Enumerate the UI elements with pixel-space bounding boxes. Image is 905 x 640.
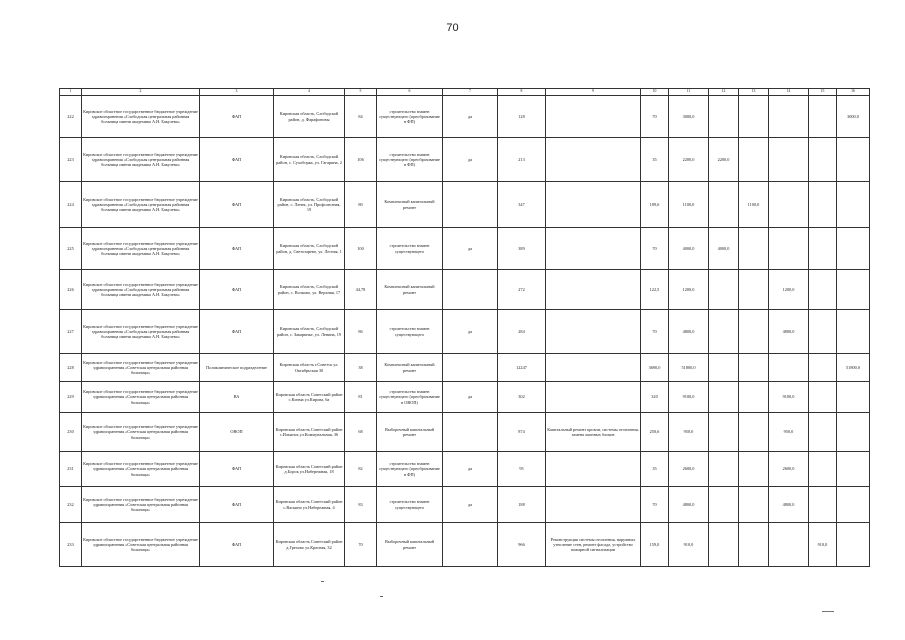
table-cell (769, 182, 809, 228)
table-cell (837, 270, 870, 310)
table-cell: Кировское областное государственное бюджетное учреждение здравоохранения «Слободская центральная районная больница имени академика А.Н. Бакулева» (82, 310, 200, 354)
table-cell: 3000,0 (837, 96, 870, 138)
table-cell: 222 (60, 96, 82, 138)
table-cell (837, 413, 870, 452)
header-cell: 10 (641, 89, 669, 96)
table-cell: 70 (641, 228, 669, 270)
table-cell: 910,0 (809, 523, 837, 567)
table-cell: 966 (498, 523, 546, 567)
table-cell: Кировская область Советский район с.Васкино ул.Набережная, 4 (274, 487, 345, 523)
program-table (59, 88, 870, 567)
header-cell: 16 (837, 89, 870, 96)
table-cell (739, 310, 769, 354)
table-row (60, 182, 870, 228)
table-cell: Кировское областное государственное бюджетное учреждение здравоохранения «Советская центральная районная больница» (82, 382, 200, 413)
table-cell: Поликлиническое подразделение (200, 354, 274, 382)
table-cell: строительство взамен существующего (преобразование в ФП) (377, 138, 443, 182)
table-cell: 1200,0 (669, 270, 709, 310)
table-cell (837, 228, 870, 270)
table-cell: 70 (641, 487, 669, 523)
table-cell (837, 382, 870, 413)
table-cell: ФАП (200, 310, 274, 354)
table-cell: 80 (345, 182, 377, 228)
table-cell (809, 354, 837, 382)
table-cell: 233 (60, 523, 82, 567)
table-body (60, 89, 870, 567)
table-cell: Кировская область Советский район с.Ильинск ул.Коммунальная, 36 (274, 413, 345, 452)
table-cell: 9100,0 (769, 382, 809, 413)
table-cell (546, 138, 641, 182)
table-cell: строительство взамен существующего (преобразование в ОВОП) (377, 382, 443, 413)
table-cell: 100 (345, 228, 377, 270)
table-cell (443, 523, 498, 567)
table-cell: Выборочный капитальный ремонт (377, 413, 443, 452)
header-cell: 7 (443, 89, 498, 96)
table-cell: 106 (345, 138, 377, 182)
table-cell (546, 452, 641, 487)
table-cell: 188 (498, 487, 546, 523)
table-cell: 389 (498, 228, 546, 270)
table-row (60, 487, 870, 523)
table-cell: 84 (345, 96, 377, 138)
table-cell (709, 382, 739, 413)
table-cell: 95 (498, 452, 546, 487)
table-cell: 9100,0 (669, 382, 709, 413)
table-cell: да (443, 138, 498, 182)
table-cell: Кировская область, Слободской район, с. Волково, ул. Верхняя, 17 (274, 270, 345, 310)
header-cell: 12 (709, 89, 739, 96)
table-cell (443, 354, 498, 382)
table-row (60, 228, 870, 270)
table-cell (809, 270, 837, 310)
table-cell: Кировское областное государственное бюджетное учреждение здравоохранения «Советская центральная районная больница» (82, 487, 200, 523)
table-cell: да (443, 310, 498, 354)
table-cell: 70 (641, 96, 669, 138)
table-cell: ФАП (200, 228, 274, 270)
table-cell: 950,0 (669, 413, 709, 452)
table-cell: 231 (60, 452, 82, 487)
table-cell: 3000,0 (669, 96, 709, 138)
table-cell: Комплексный капитальный ремонт (377, 354, 443, 382)
table-cell: да (443, 228, 498, 270)
header-cell: 15 (809, 89, 837, 96)
table-cell (709, 354, 739, 382)
table-cell: Кировское областное государственное бюджетное учреждение здравоохранения «Слободская центральная районная больница имени академика А.Н. Бакулева» (82, 182, 200, 228)
table-cell: Кировское областное государственное бюджетное учреждение здравоохранения «Советская центральная районная больница» (82, 452, 200, 487)
table-cell: 4800,0 (769, 310, 809, 354)
header-cell: 3 (200, 89, 274, 96)
table-cell: да (443, 382, 498, 413)
table-cell (739, 487, 769, 523)
table-cell: да (443, 487, 498, 523)
page-number: 70 (446, 22, 459, 34)
table-cell: Кировская область, Слободской район, д. Фарафоновы (274, 96, 345, 138)
table-cell (546, 228, 641, 270)
table-cell: ОВОП (200, 413, 274, 452)
table-cell: 272 (498, 270, 546, 310)
table-cell: Кировская область Советский район д.Грехово ул.Красная, 32 (274, 523, 345, 567)
table-cell: 35 (641, 452, 669, 487)
header-cell: 2 (82, 89, 200, 96)
table-cell (809, 138, 837, 182)
table-cell: 1100,0 (669, 182, 709, 228)
header-row (60, 89, 870, 96)
table-cell (809, 413, 837, 452)
table-row (60, 310, 870, 354)
table-cell: 874 (498, 413, 546, 452)
table-cell (837, 310, 870, 354)
table-cell: строительство взамен существующего (377, 228, 443, 270)
table-cell (739, 96, 769, 138)
table-cell: 4000,0 (709, 228, 739, 270)
table-cell: Кировская область, Слободской район, с. Ленек, ул. Профсоюзная, 19 (274, 182, 345, 228)
table-cell (837, 487, 870, 523)
table-cell: 223 (60, 138, 82, 182)
table-cell (546, 382, 641, 413)
header-cell: 14 (769, 89, 809, 96)
table-cell: 302 (498, 382, 546, 413)
table-cell: Комплексный капитальный ремонт (377, 270, 443, 310)
table-cell: 347 (498, 182, 546, 228)
table-cell (809, 96, 837, 138)
table-cell (739, 354, 769, 382)
table-cell: 320 (641, 382, 669, 413)
table-cell: Кировская область г.Советск ул. Октябрьская 30 (274, 354, 345, 382)
table-row (60, 382, 870, 413)
table-cell: ФАП (200, 270, 274, 310)
table-cell (443, 413, 498, 452)
table-cell (739, 523, 769, 567)
table-cell (709, 452, 739, 487)
table-cell: 82 (345, 452, 377, 487)
table-cell: 128 (498, 96, 546, 138)
table-cell (769, 138, 809, 182)
table-cell (546, 270, 641, 310)
table-cell: Кировское областное государственное бюджетное учреждение здравоохранения «Слободская центральная районная больница имени академика А.Н. Бакулева» (82, 96, 200, 138)
table-cell: 229 (60, 382, 82, 413)
table-cell: ФАП (200, 96, 274, 138)
table-cell (443, 270, 498, 310)
table-cell (709, 310, 739, 354)
table-cell: 910,0 (669, 523, 709, 567)
table-cell (739, 413, 769, 452)
table-cell: 4800,0 (669, 310, 709, 354)
header-cell: 8 (498, 89, 546, 96)
table-cell: 159,0 (641, 523, 669, 567)
table-row (60, 452, 870, 487)
table-cell: 225 (60, 228, 82, 270)
table-cell (709, 182, 739, 228)
table-cell: 213 (498, 138, 546, 182)
table-cell: 51800,0 (837, 354, 870, 382)
table-cell: 12247 (498, 354, 546, 382)
table-cell (837, 452, 870, 487)
scan-mark (380, 596, 383, 597)
table-cell (546, 354, 641, 382)
table-cell (837, 523, 870, 567)
table-cell: Кировская область, Слободской район, с. Сухоборка, ул. Гагарина, 2 (274, 138, 345, 182)
table-cell: 4000,0 (669, 228, 709, 270)
scan-mark (321, 581, 324, 582)
table-cell: 189,6 (641, 182, 669, 228)
table-cell: 250,6 (641, 413, 669, 452)
table-cell (809, 228, 837, 270)
header-cell: 11 (669, 89, 709, 96)
table-cell: 44,78 (345, 270, 377, 310)
table-cell: ФАП (200, 182, 274, 228)
table-cell (739, 452, 769, 487)
table-cell: 1200,0 (769, 270, 809, 310)
table-cell: 227 (60, 310, 82, 354)
table-cell: 224 (60, 182, 82, 228)
table-cell: Комплексный капитальный ремонт (377, 182, 443, 228)
table-cell: Кировская область Советский район с.Кичма ул.Кирова, 6а (274, 382, 345, 413)
table-cell: ФАП (200, 487, 274, 523)
header-cell: 1 (60, 89, 82, 96)
table-cell: Выборочный капитальный ремонт (377, 523, 443, 567)
table-cell (837, 138, 870, 182)
table-cell: Кировское областное государственное бюджетное учреждение здравоохранения «Советская центральная районная больница» (82, 523, 200, 567)
table-cell (739, 382, 769, 413)
table-cell: 1100,0 (739, 182, 769, 228)
table-cell: Кировская область Советский район д.Борок ул.Набережная, 18 (274, 452, 345, 487)
table-cell: 70 (641, 310, 669, 354)
table-cell: 68 (345, 413, 377, 452)
table-cell: 83 (345, 487, 377, 523)
table-cell: 35 (641, 138, 669, 182)
table-cell: Кировское областное государственное бюджетное учреждение здравоохранения «Слободская центральная районная больница имени академика А.Н. Бакулева» (82, 138, 200, 182)
table-cell: 51800,0 (669, 354, 709, 382)
table-cell (769, 523, 809, 567)
table-row (60, 413, 870, 452)
table-cell (709, 96, 739, 138)
table-cell: Кировское областное государственное бюджетное учреждение здравоохранения «Слободская центральная районная больница имени академика А.Н. Бакулева» (82, 270, 200, 310)
table-cell: строительство взамен существующего (377, 487, 443, 523)
table-cell (709, 270, 739, 310)
table-cell (546, 182, 641, 228)
table-row (60, 354, 870, 382)
table-cell: ВА (200, 382, 274, 413)
table-cell: 86 (345, 310, 377, 354)
table-cell: строительство взамен существующего (преобразование в ФП) (377, 96, 443, 138)
table-cell: да (443, 452, 498, 487)
table-cell: 226 (60, 270, 82, 310)
table-cell: 2600,0 (669, 452, 709, 487)
table-cell: Кировское областное государственное бюджетное учреждение здравоохранения «Советская центральная районная больница» (82, 354, 200, 382)
table-cell (709, 523, 739, 567)
table-cell: 81 (345, 382, 377, 413)
table-cell (739, 270, 769, 310)
table-cell (809, 487, 837, 523)
table-cell (546, 96, 641, 138)
table-cell (443, 182, 498, 228)
table-cell (709, 487, 739, 523)
table-cell: Кировская область, Слободской район, с. Закаринье, ул. Ленина, 19 (274, 310, 345, 354)
table-cell: Кировская область, Слободской район, д. Светозарево, ул. Лесная, 1 (274, 228, 345, 270)
table-cell: 3690,0 (641, 354, 669, 382)
table-cell: ФАП (200, 523, 274, 567)
table-cell (546, 310, 641, 354)
table-cell: Капитальный ремонт кровли, системы отопления, замена оконных блоков (546, 413, 641, 452)
table-cell: 38 (345, 354, 377, 382)
table-cell (809, 382, 837, 413)
table-cell: 232 (60, 487, 82, 523)
table-cell: 230 (60, 413, 82, 452)
table-cell: Кировское областное государственное бюджетное учреждение здравоохранения «Советская центральная районная больница» (82, 413, 200, 452)
table-cell: ФАП (200, 138, 274, 182)
table-cell (739, 138, 769, 182)
header-cell: 4 (274, 89, 345, 96)
table-cell (739, 228, 769, 270)
table-cell (809, 182, 837, 228)
table-cell (769, 96, 809, 138)
table-cell (837, 182, 870, 228)
table-cell: 284 (498, 310, 546, 354)
table-cell: 2200,0 (669, 138, 709, 182)
table-row (60, 523, 870, 567)
table-cell (809, 310, 837, 354)
table-cell: 4800,0 (669, 487, 709, 523)
table-cell: 4800,0 (769, 487, 809, 523)
table-cell: Реконструкция системы отопления, наружных утепление стен, ремонт фасада, устройство пожарной сигнализации (546, 523, 641, 567)
scan-mark (822, 611, 834, 612)
header-cell: 6 (377, 89, 443, 96)
table-cell: 950,0 (769, 413, 809, 452)
table-cell (809, 452, 837, 487)
table-cell: 2600,0 (769, 452, 809, 487)
header-cell: 5 (345, 89, 377, 96)
table-cell: 122,5 (641, 270, 669, 310)
table-cell (546, 487, 641, 523)
table-row (60, 138, 870, 182)
table-row (60, 270, 870, 310)
table-cell (769, 354, 809, 382)
table-cell: да (443, 96, 498, 138)
table-cell: Кировское областное государственное бюджетное учреждение здравоохранения «Слободская центральная районная больница имени академика А.Н. Бакулева» (82, 228, 200, 270)
table-cell (769, 228, 809, 270)
table-cell: 228 (60, 354, 82, 382)
header-cell: 9 (546, 89, 641, 96)
table-cell: ФАП (200, 452, 274, 487)
table-cell: строительство взамен существующего (преобразование в ФП) (377, 452, 443, 487)
table-cell: строительство взамен существующего (377, 310, 443, 354)
table-cell: 2200,0 (709, 138, 739, 182)
table-cell: 70 (345, 523, 377, 567)
table-cell (709, 413, 739, 452)
table-row (60, 96, 870, 138)
header-cell: 13 (739, 89, 769, 96)
